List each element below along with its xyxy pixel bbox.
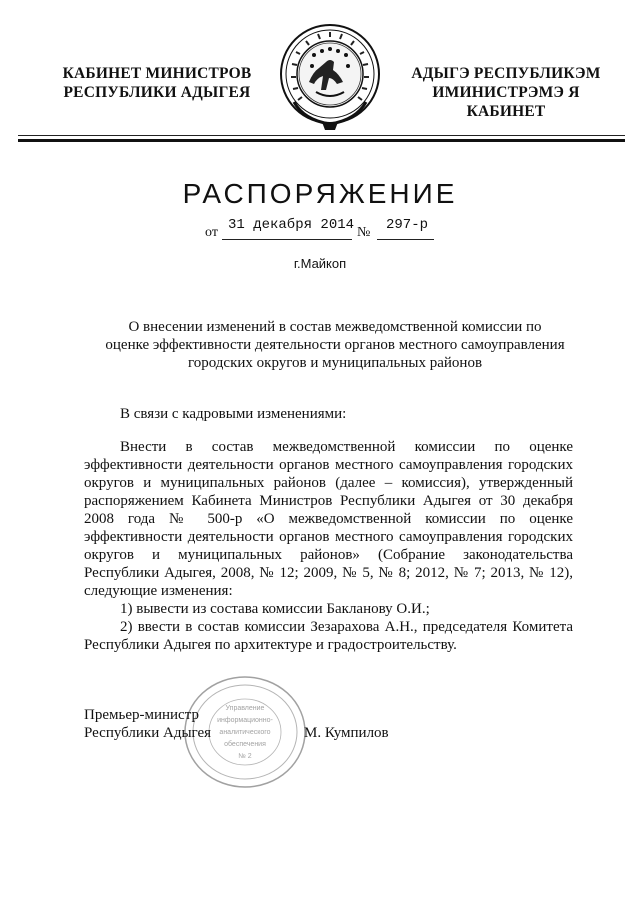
seal-line-2: информационно-: [217, 717, 273, 724]
signatory-title-line2: Республики Адыгея: [84, 725, 212, 741]
document-city: г.Майкоп: [293, 256, 347, 271]
org-name-russian: [62, 64, 252, 102]
document-title: РАСПОРЯЖЕНИЕ: [182, 178, 458, 209]
header-divider-thick: [18, 139, 625, 142]
seal-line-4: обеспечения: [224, 741, 266, 748]
signatory-title-line1: Премьер-министр: [84, 707, 199, 723]
seal-line-3: аналитического: [219, 729, 271, 736]
org-name-russian-line2: РЕСПУБЛИКИ АДЫГЕЯ: [63, 84, 251, 101]
document-body: [84, 438, 573, 654]
date-prefix: от: [205, 225, 218, 240]
subject-line2: оценке эффективности деятельности органов местного самоуправления: [105, 337, 565, 353]
document-date: 31 декабря 2014: [228, 217, 355, 233]
subject-line1: О внесении изменений в состав межведомственной комиссии по: [128, 319, 542, 335]
org-name-adyghe: [392, 64, 620, 121]
document-number: 297-р: [386, 217, 429, 233]
org-name-adyghe-line1: АДЫГЭ РЕСПУБЛИКЭМ: [411, 65, 601, 82]
signatory-name: М. Кумпилов: [304, 725, 389, 741]
context-statement: В связи с кадровыми изменениями:: [120, 406, 347, 422]
header-divider-thin: [18, 135, 625, 136]
org-name-russian-line1: КАБИНЕТ МИНИСТРОВ: [62, 65, 252, 82]
seal-line-1: Управление: [225, 705, 265, 712]
main-paragraph: Внести в состав межведомственной комиссии по оценке эффективности деятельности органов местного самоуправления городских округов и муниципальных районов (далее – комиссия), утвержденный распоряжением Кабинета Министров Республики Адыгея от 30 декабря 2008 года № 500-р «О межведомственной комиссии по оценке эффективности деятельности органов местного самоуправления городских округов и муниципальных районов» (Собрание законодательства Республики Адыгея, 2008, № 12; 2009, № 5, № 8; 2012, № 7; 2013, № 12), следующие изменения:: [84, 439, 573, 599]
seal-line-5: № 2: [238, 753, 252, 760]
subject-line3: городских округов и муниципальных районов: [187, 355, 483, 371]
date-underline: [222, 239, 352, 240]
document-subject: [90, 318, 580, 372]
number-prefix: №: [357, 225, 371, 240]
change-item-1: 1) вывести из состава комиссии Бакланову О.И.;: [120, 601, 430, 617]
change-item-2: 2) ввести в состав комиссии Зезарахова А.Н., председателя Комитета Республики Адыгея по архитектуре и градостроительству.: [84, 619, 573, 653]
coat-of-arms-icon: [276, 22, 384, 134]
number-underline: [377, 239, 434, 240]
signatory-title: [84, 706, 211, 742]
org-name-adyghe-line2: ИМИНИСТРЭМЭ Я КАБИНЕТ: [432, 84, 580, 120]
